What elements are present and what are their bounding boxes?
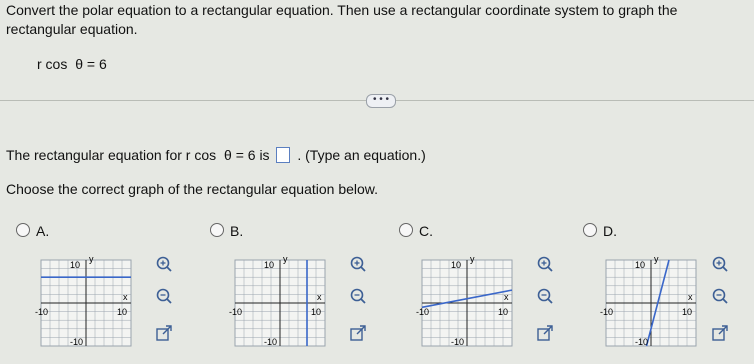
tick-label-right: 10 — [682, 307, 693, 317]
x-axis-label: x — [317, 292, 322, 302]
zoom-in-icon[interactable] — [349, 255, 367, 273]
tick-label-left: -10 — [600, 307, 614, 317]
option-b[interactable] — [210, 223, 243, 239]
tick-label-right: 10 — [311, 307, 322, 317]
popout-icon[interactable] — [155, 324, 173, 342]
y-axis-label: y — [470, 254, 475, 264]
expand-button[interactable]: • • • — [366, 94, 396, 108]
tick-label-bottom: -10 — [264, 337, 278, 347]
option-d-label: D. — [603, 223, 617, 239]
radio-b[interactable] — [210, 223, 224, 237]
part1-prefix: The rectangular equation for r cos — [6, 147, 217, 163]
x-axis-label: x — [688, 292, 693, 302]
y-axis-label: y — [283, 254, 288, 264]
option-c[interactable] — [399, 223, 433, 239]
question-line-1: Convert the polar equation to a rectangular equation. Then use a rectangular coordinate system to graph the — [6, 2, 678, 18]
tick-label-top: 10 — [264, 260, 275, 270]
graph-d — [598, 250, 708, 355]
polar-equation — [37, 56, 107, 72]
option-a[interactable] — [16, 223, 49, 239]
part1-sentence — [6, 147, 426, 163]
graph-b — [227, 250, 337, 355]
x-axis-label: x — [504, 292, 509, 302]
equation-theta: θ — [75, 56, 84, 72]
tick-label-top: 10 — [451, 260, 462, 270]
y-axis-label: y — [89, 254, 94, 264]
tick-label-left: -10 — [416, 307, 430, 317]
tick-label-top: 10 — [70, 260, 81, 270]
zoom-out-icon[interactable] — [711, 287, 729, 305]
popout-icon[interactable] — [711, 324, 729, 342]
zoom-out-icon[interactable] — [536, 287, 554, 305]
zoom-in-icon[interactable] — [155, 255, 173, 273]
graph-a-svg — [33, 250, 143, 350]
tick-label-bottom: -10 — [70, 337, 84, 347]
graph-c-svg — [414, 250, 524, 350]
zoom-out-icon[interactable] — [155, 287, 173, 305]
popout-icon[interactable] — [349, 324, 367, 342]
tick-label-right: 10 — [117, 307, 128, 317]
answer-input[interactable] — [276, 147, 290, 163]
part1-theta: θ — [224, 147, 232, 163]
part2-prompt: Choose the correct graph of the rectangular equation below. — [6, 181, 379, 197]
tick-label-left: -10 — [35, 307, 49, 317]
part1-mid: = 6 is — [235, 147, 270, 163]
option-b-label: B. — [230, 223, 244, 239]
equation-lhs: r cos — [37, 56, 68, 72]
radio-d[interactable] — [583, 223, 597, 237]
tick-label-left: -10 — [229, 307, 243, 317]
tick-label-right: 10 — [498, 307, 509, 317]
tick-label-bottom: -10 — [451, 337, 465, 347]
zoom-in-icon[interactable] — [711, 255, 729, 273]
radio-c[interactable] — [399, 223, 413, 237]
option-a-label: A. — [36, 223, 50, 239]
tick-label-top: 10 — [635, 260, 646, 270]
radio-a[interactable] — [16, 223, 30, 237]
zoom-in-icon[interactable] — [536, 255, 554, 273]
graph-d-svg — [598, 250, 708, 350]
graph-a — [33, 250, 143, 355]
question-line-2: rectangular equation. — [6, 21, 138, 37]
y-axis-label: y — [654, 254, 659, 264]
option-c-label: C. — [419, 223, 433, 239]
popout-icon[interactable] — [536, 324, 554, 342]
zoom-out-icon[interactable] — [349, 287, 367, 305]
equation-rhs: = 6 — [86, 56, 107, 72]
x-axis-label: x — [123, 292, 128, 302]
part1-suffix: . (Type an equation.) — [297, 147, 426, 163]
graph-b-svg — [227, 250, 337, 350]
graph-c — [414, 250, 524, 355]
option-d[interactable] — [583, 223, 617, 239]
tick-label-bottom: -10 — [635, 337, 649, 347]
